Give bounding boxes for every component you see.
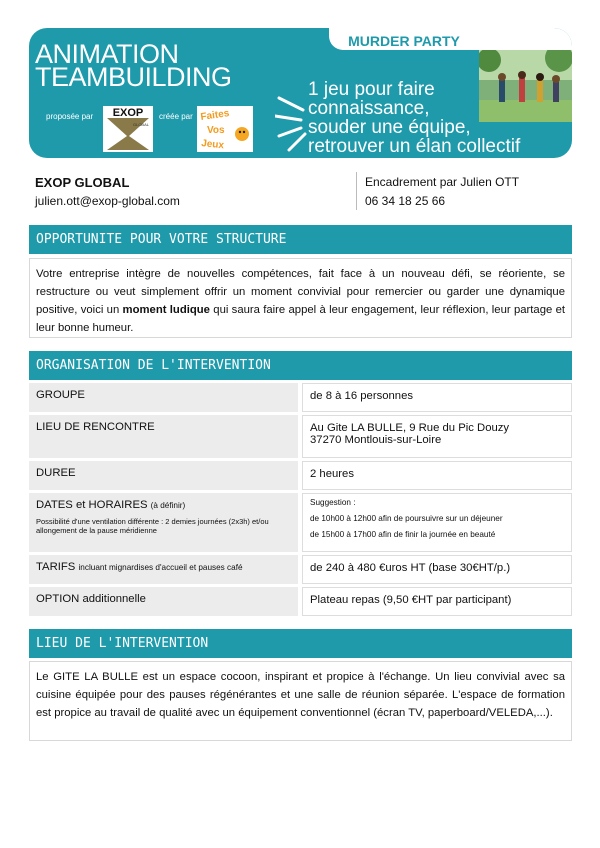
header-banner — [29, 28, 572, 158]
opportunite-text-start: Votre entreprise intègre de nouvelles compétences, fait face à un nouveau défi, se réoriente, se restructure ou veut simplement offrir un moment convivial pour remercier ou garder une dynamique positive, voici un — [36, 268, 565, 316]
groupe-label: GROUPE — [29, 383, 298, 412]
table-row-lieu — [29, 415, 572, 458]
title-line-1: ANIMATION — [35, 39, 179, 69]
company-name: EXOP GLOBAL — [35, 175, 130, 190]
tarifs-label: TARIFS — [36, 561, 76, 573]
option-label: OPTION additionnelle — [29, 587, 298, 616]
duree-value: 2 heures — [302, 461, 572, 490]
supervision-text: Encadrement par Julien OTT — [365, 175, 520, 189]
duree-label: DUREE — [29, 461, 298, 490]
faites-vos-jeux-logo — [197, 106, 253, 152]
title-line-2: TEAMBUILDING — [35, 62, 232, 92]
tarifs-note: incluant mignardises d'accueil et pauses café — [78, 563, 243, 572]
suggestion-morning: de 10h00 à 12h00 afin de poursuivre sur un déjeuner — [310, 514, 503, 523]
opportunite-text-end: qui saura faire appel à leur engagement, leur réflexion, leur partage et leur bonne humeur. — [36, 304, 565, 334]
tagline-line-2: connaissance, — [308, 98, 430, 119]
table-row-option — [29, 587, 572, 616]
tagline-line-4: retrouver un élan collectif — [308, 136, 521, 157]
tarifs-cell — [29, 555, 298, 584]
proposed-by-label: proposée par — [46, 112, 94, 121]
groupe-value: de 8 à 16 personnes — [302, 383, 572, 412]
suggestion-cell — [302, 493, 572, 552]
section-opportunite-text — [29, 258, 572, 338]
exop-logo-subtext: GLOBAL — [132, 122, 150, 127]
exop-logo — [103, 106, 153, 152]
section-opportunite-header: OPPORTUNITE POUR VOTRE STRUCTURE — [29, 225, 572, 254]
tarifs-value: de 240 à 480 €uros HT (base 30€HT/p.) — [302, 555, 572, 584]
dates-label: DATES et HORAIRES — [36, 499, 148, 511]
suggestion-afternoon: de 15h00 à 17h00 afin de finir la journée en beauté — [310, 530, 496, 539]
table-row-groupe — [29, 383, 572, 412]
lieu-label: LIEU DE RENCONTRE — [29, 415, 298, 458]
table-row-dates — [29, 493, 572, 552]
section-lieu-text: Le GITE LA BULLE est un espace cocoon, inspirant et propice à l'échange. Un lieu convivial avec sa cuisine équipée pour des pauses régénérantes et une salle de réunion séparée. L'espace de formation est propice au travail de qualité avec un équipement conventionnel (écran TV, paperboard/VELEDA,...). — [29, 661, 572, 741]
created-by-label: créée par — [159, 112, 193, 121]
event-title: MURDER PARTY — [348, 33, 460, 49]
dates-cell — [29, 493, 298, 552]
table-row-tarifs — [29, 555, 572, 584]
section-lieu-header: LIEU DE L'INTERVENTION — [29, 629, 572, 658]
contact-divider — [356, 172, 357, 210]
exop-logo-text: EXOP — [112, 107, 144, 119]
option-value: Plateau repas (9,50 €HT par participant) — [302, 587, 572, 616]
lieu-address-line-2: 37270 Montlouis-sur-Loire — [310, 434, 442, 446]
contact-phone[interactable]: 06 34 18 25 66 — [365, 194, 446, 208]
opportunite-text-bold: moment ludique — [122, 304, 210, 316]
dates-subtext: Possibilité d'une ventilation différente : 2 demies journées (2x3h) et/ou allongement de la pause méridienne — [36, 517, 269, 535]
contact-email[interactable]: julien.ott@exop-global.com — [35, 194, 180, 208]
svg-text:Vos: Vos — [207, 125, 225, 136]
team-photo — [479, 50, 572, 122]
tagline-line-3: souder une équipe, — [308, 117, 471, 138]
svg-text:Jeux: Jeux — [200, 138, 225, 152]
lieu-value — [302, 415, 572, 458]
tagline-line-1: 1 jeu pour faire — [308, 79, 435, 100]
section-organisation-header: ORGANISATION DE L'INTERVENTION — [29, 351, 572, 380]
svg-text:Faites: Faites — [199, 108, 231, 123]
dates-note: (à définir) — [150, 501, 186, 510]
suggestion-label: Suggestion : — [310, 498, 356, 507]
lieu-address-line-1: Au Gite LA BULLE, 9 Rue du Pic Douzy — [310, 422, 510, 434]
table-row-duree — [29, 461, 572, 490]
